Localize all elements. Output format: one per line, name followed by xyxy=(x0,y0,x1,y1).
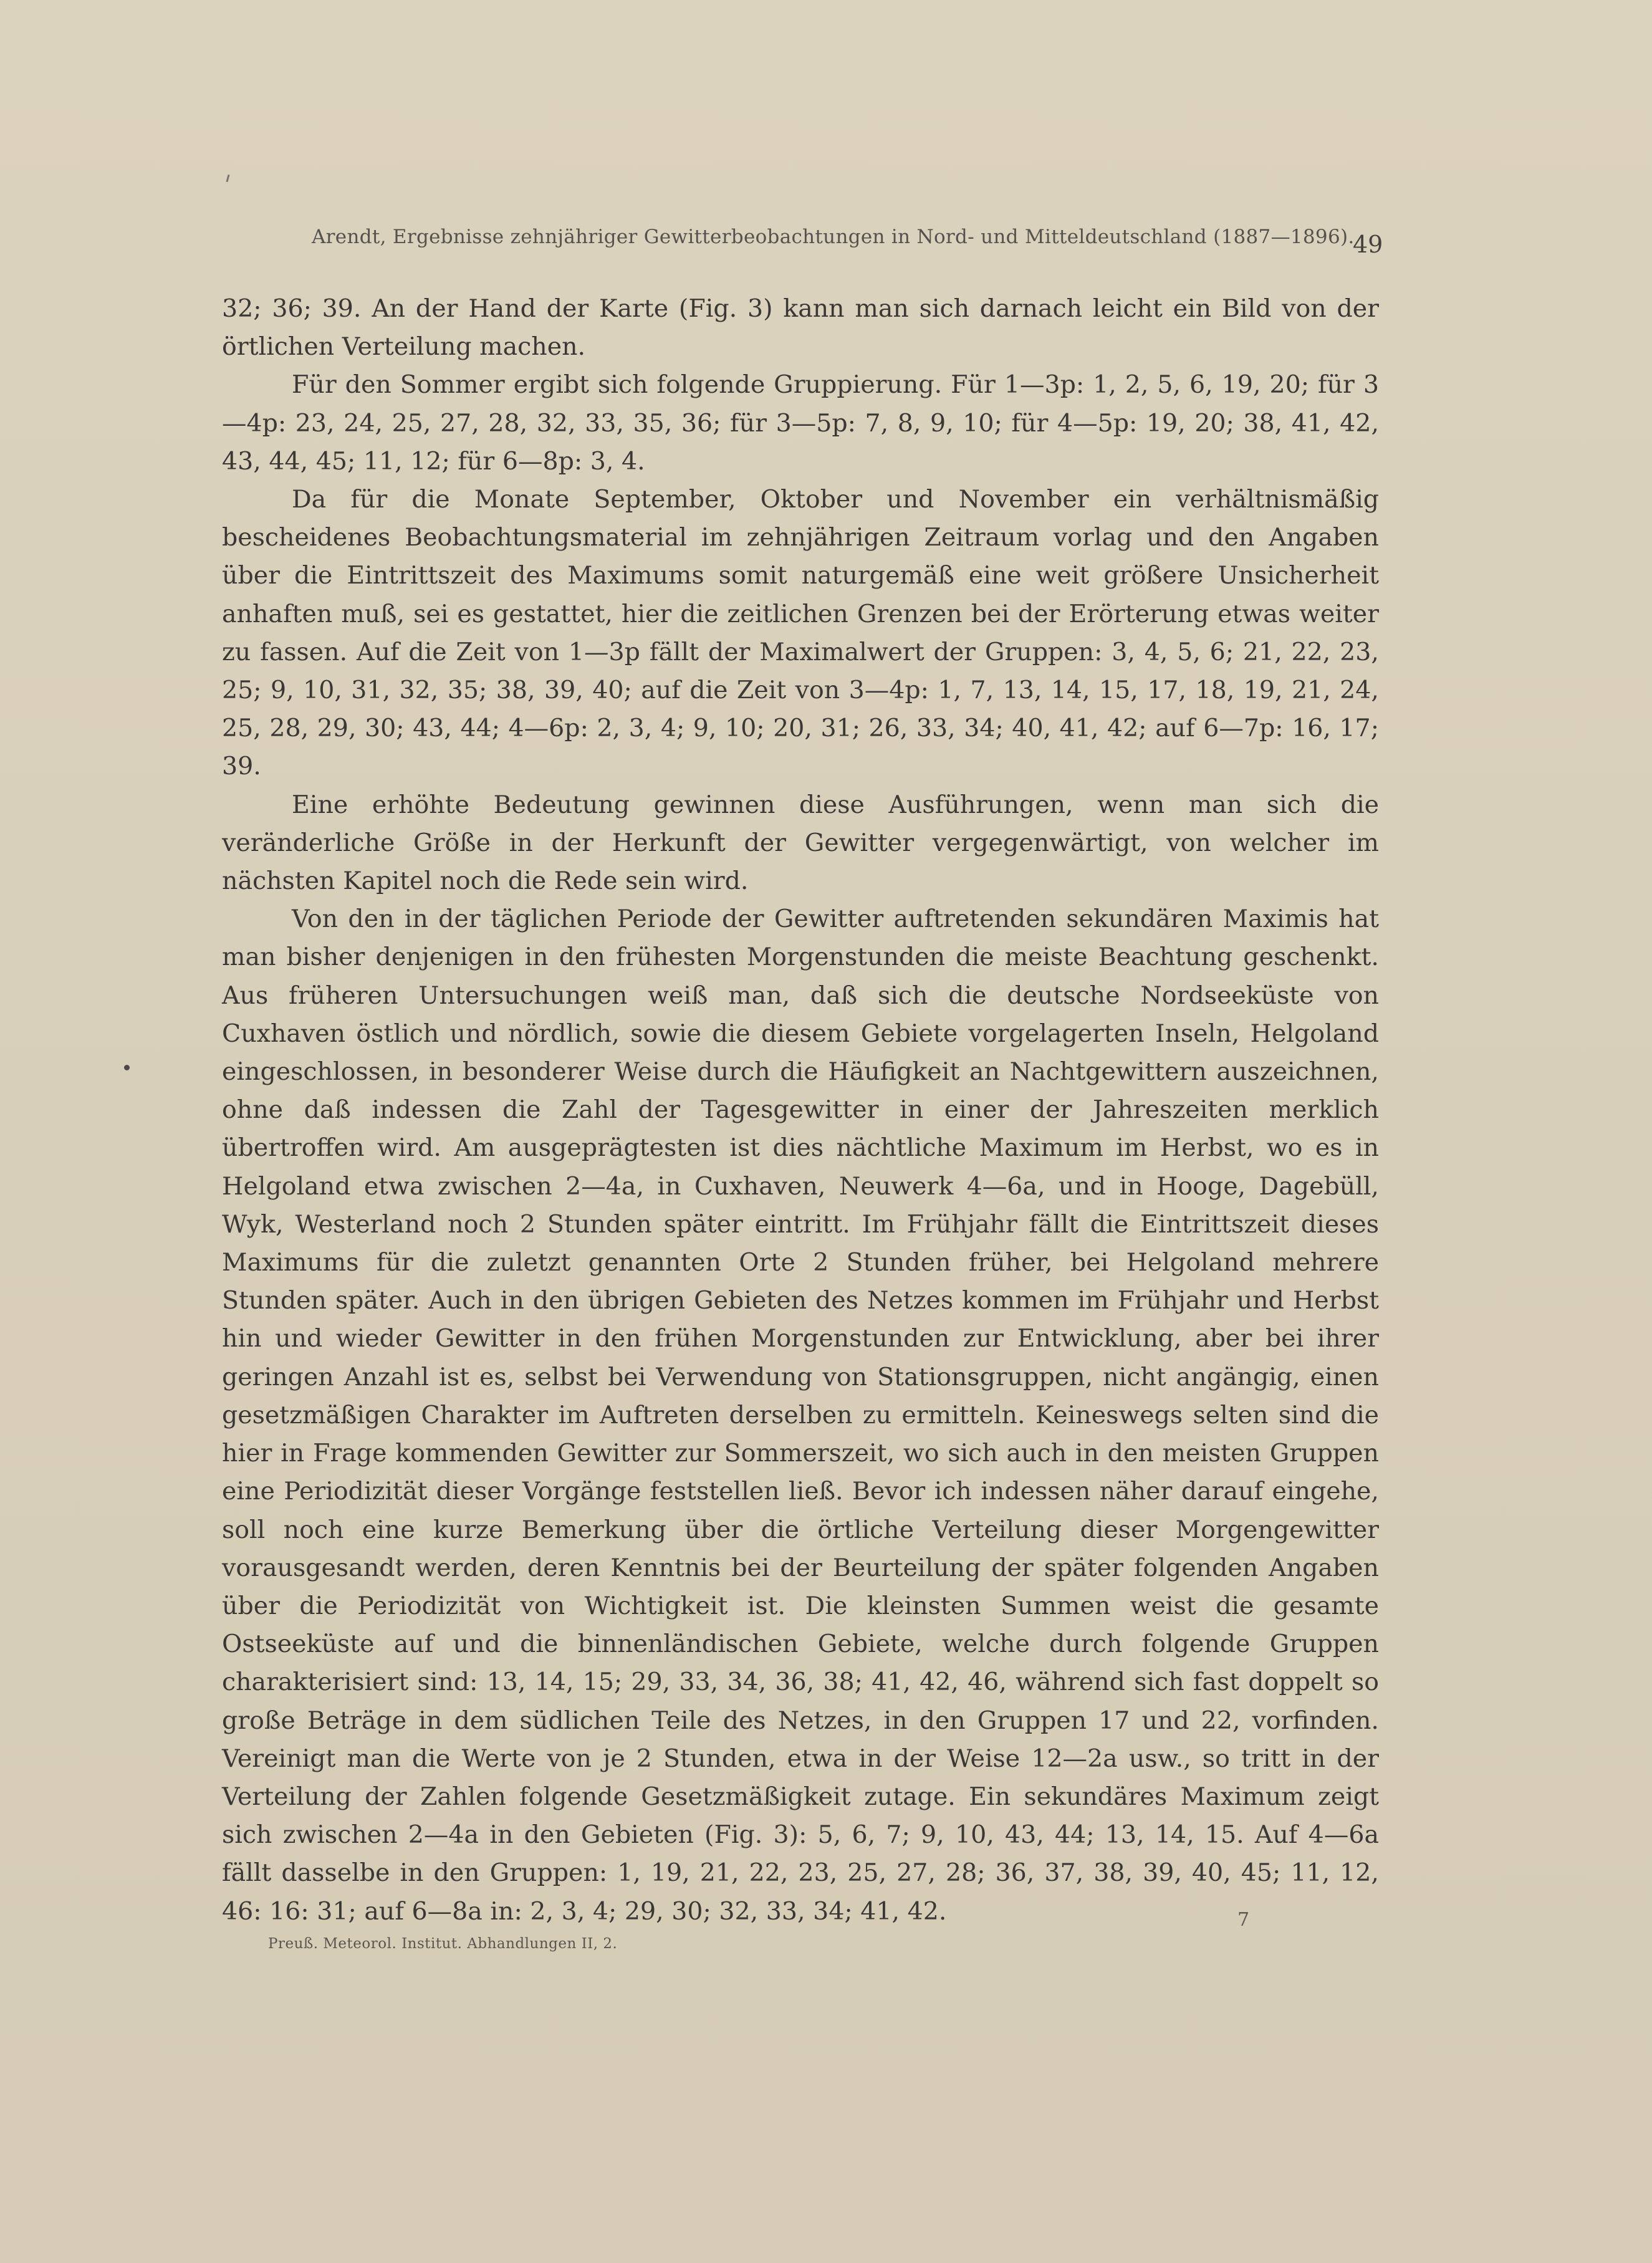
footer-publication: Preuß. Meteorol. Institut. Abhandlungen II, 2. xyxy=(268,1936,618,1952)
running-title: Arendt, Ergebnisse zehnjähriger Gewitterbeobachtungen in Nord- und Mitteldeutschland (1887—1896). xyxy=(312,226,1355,248)
paragraph-secondary-maxima: Von den in der täglichen Periode der Gewitter auftretenden sekundären Maximis hat man bisher denjenigen in den frühesten Morgenstunden die meiste Beachtung geschenkt. Aus früheren Untersuchungen weiß man, daß sich die deutsche Nordseeküste von Cuxhaven östlich und nördlich, sowie die diesem Gebiete vorgelagerten Inseln, Helgoland eingeschlossen, in besonderer Weise durch die Häufigkeit an Nachtgewittern auszeichnen, ohne daß indessen die Zahl der Tagesgewitter in einer der Jahreszeiten merklich übertroffen wird. Am ausgeprägtesten ist dies nächtliche Maximum im Herbst, wo es in Helgoland etwa zwischen 2—4a, in Cuxhaven, Neuwerk 4—6a, und in Hooge, Dagebüll, Wyk, Westerland noch 2 Stunden später eintritt. Im Frühjahr fällt die Eintrittszeit dieses Maximums für die zuletzt genannten Orte 2 Stunden früher, bei Helgoland mehrere Stunden später. Auch in den übrigen Gebieten des Netzes kommen im Frühjahr und Herbst hin und wieder Gewitter in den frühen Morgenstunden zur Entwicklung, aber bei ihrer geringen Anzahl ist es, selbst bei Verwendung von Stationsgruppen, nicht angängig, einen gesetzmäßigen Charakter im Auftreten derselben zu ermitteln. Keineswegs selten sind die hier in Frage kommenden Gewitter zur Sommerszeit, wo sich auch in den meisten Gruppen eine Periodizität dieser Vorgänge feststellen ließ. Bevor ich indessen näher darauf eingehe, soll noch eine kurze Bemerkung über die örtliche Verteilung dieser Morgengewitter vorausgesandt werden, deren Kenntnis bei der Beurteilung der später folgenden Angaben über die Periodizität von Wichtigkeit ist. Die kleinsten Summen weist die gesamte Ostseeküste auf und die binnenländischen Gebiete, welche durch folgende Gruppen charakterisiert sind: 13, 14, 15; 29, 33, 34, 36, 38; 41, 42, 46, während sich fast doppelt so große Beträge in dem südlichen Teile des Netzes, in den Gruppen 17 und 22, vorfinden. Vereinigt man die Werte von je 2 Stunden, etwa in der Weise 12—2a usw., so tritt in der Verteilung der Zahlen folgende Gesetzmäßigkeit zutage. Ein sekundäres Maximum zeigt sich zwischen 2—4a in den Gebieten (Fig. 3): 5, 6, 7; 9, 10, 43, 44; 13, 14, 15. Auf 4—6a fällt dasselbe in den Gruppen: 1, 19, 21, 22, 23, 25, 27, 28; 36, 37, 38, 39, 40, 45; 11, 12, 46: 16: 31; auf 6—8a in: 2, 3, 4; 29, 30; 32, 33, 34; 41, 42. xyxy=(222,905,1379,1926)
margin-mark xyxy=(226,175,229,182)
paragraph-significance: Eine erhöhte Bedeutung gewinnen diese Ausführungen, wenn man sich die veränderliche Größe in der Herkunft der Gewitter vergegenwärtigt, von welcher im nächsten Kapitel noch die Rede sein wird. xyxy=(222,790,1379,896)
margin-dot xyxy=(124,1065,130,1070)
paragraph-continued: 32; 36; 39. An der Hand der Karte (Fig. 3) kann man sich darnach leicht ein Bild von der örtlichen Verteilung machen. xyxy=(222,294,1379,362)
footer-signature-mark: 7 xyxy=(1237,1909,1250,1931)
paragraph-summer-grouping: Für den Sommer ergibt sich folgende Gruppierung. Für 1—3p: 1, 2, 5, 6, 19, 20; für 3—4p: 23, 24, 25, 27, 28, 32, 33, 35, 36; für 3—5p: 7, 8, 9, 10; für 4—5p: 19, 20; 38, 41, 42, 43, 44, 45; 11, 12; für 6—8p: 3, 4. xyxy=(222,370,1379,476)
body-text xyxy=(222,290,1379,1931)
paragraph-autumn-months: Da für die Monate September, Oktober und November ein verhältnismäßig bescheidenes Beobachtungsmaterial im zehnjährigen Zeitraum vorlag und den Angaben über die Eintrittszeit des Maximums somit naturgemäß eine weit größere Unsicherheit anhaften muß, sei es gestattet, hier die zeitlichen Grenzen bei der Erörterung etwas weiter zu fassen. Auf die Zeit von 1—3p fällt der Maximalwert der Gruppen: 3, 4, 5, 6; 21, 22, 23, 25; 9, 10, 31, 32, 35; 38, 39, 40; auf die Zeit von 3—4p: 1, 7, 13, 14, 15, 17, 18, 19, 21, 24, 25, 28, 29, 30; 43, 44; 4—6p: 2, 3, 4; 9, 10; 20, 31; 26, 33, 34; 40, 41, 42; auf 6—7p: 16, 17; 39. xyxy=(222,485,1379,781)
page-number: 49 xyxy=(1353,231,1383,258)
